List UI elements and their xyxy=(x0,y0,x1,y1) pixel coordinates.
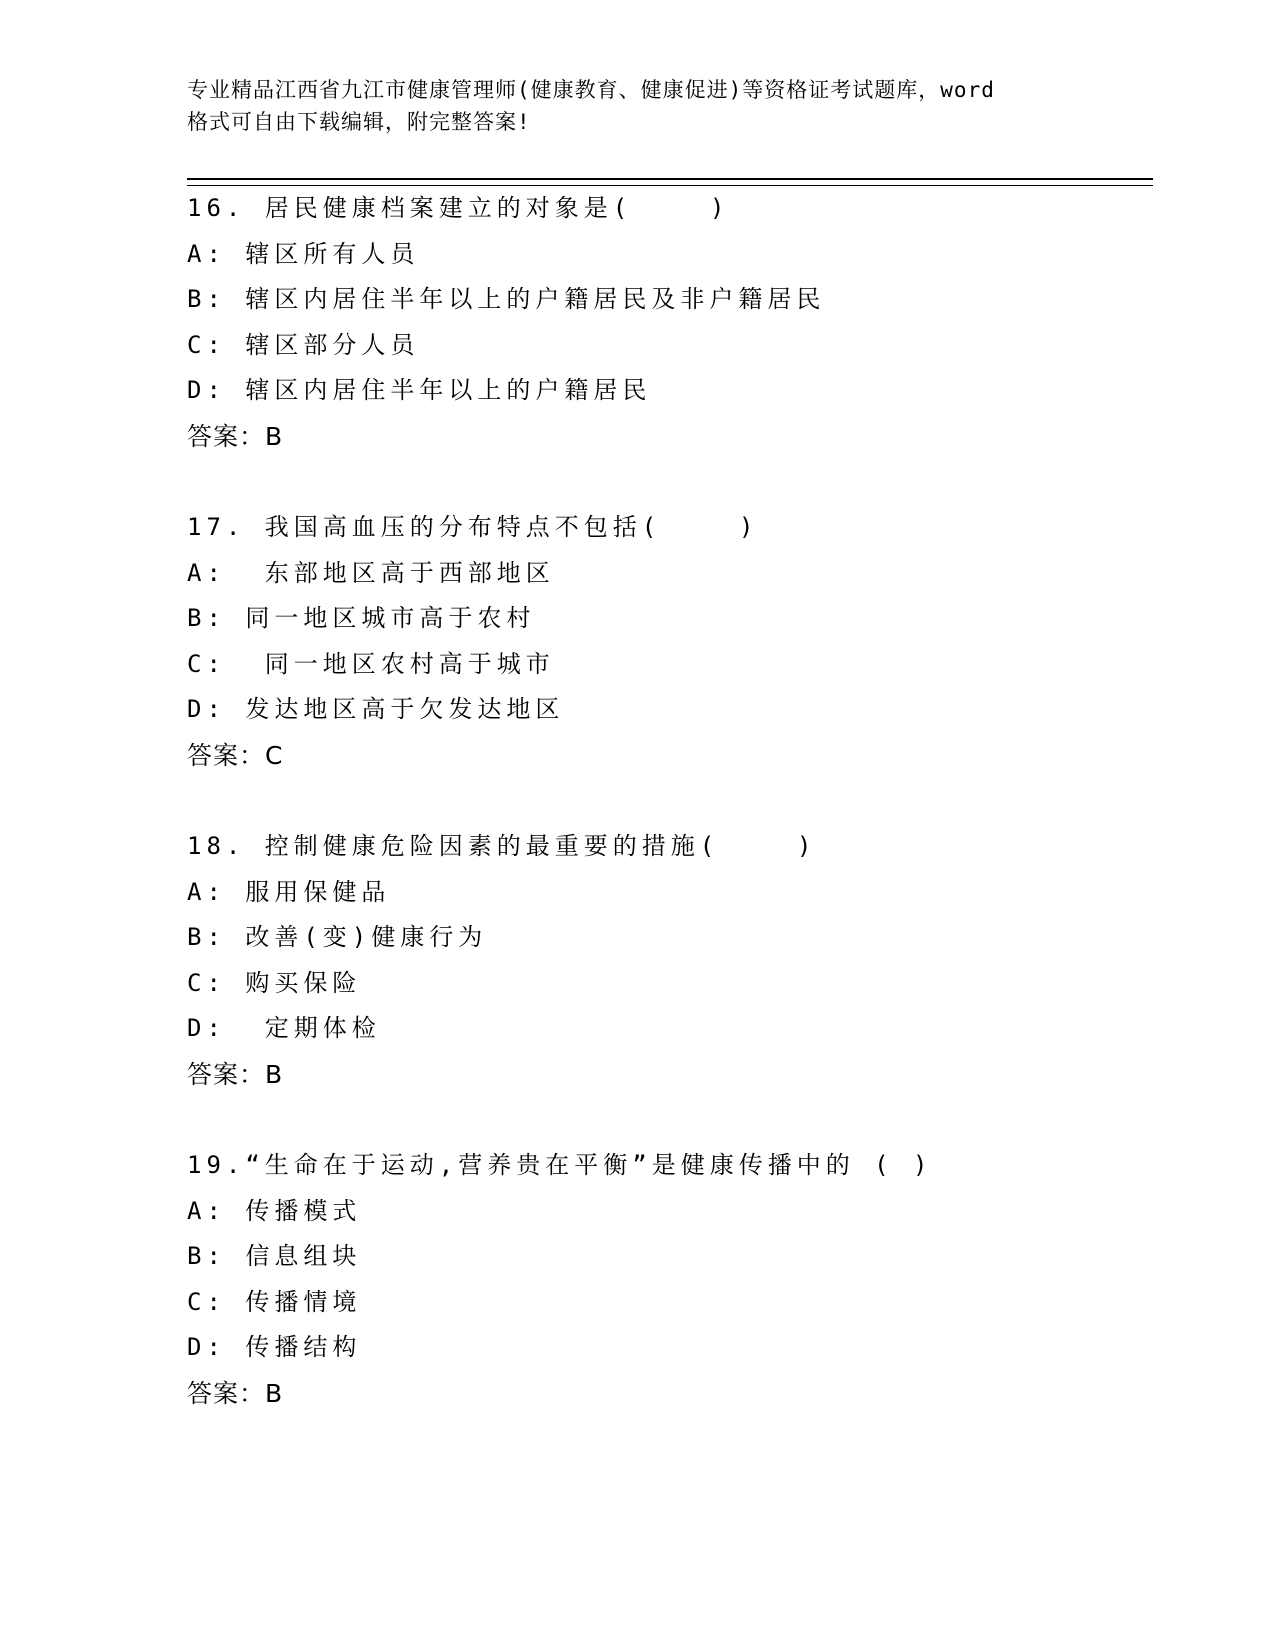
option-b: B: 辖区内居住半年以上的户籍居民及非户籍居民 xyxy=(187,285,826,314)
header-line-2: 格式可自由下载编辑，附完整答案! xyxy=(187,110,531,134)
option-b: B: 信息组块 xyxy=(187,1242,362,1271)
option-d: D: 传播结构 xyxy=(187,1333,362,1362)
question-stem: 16. 居民健康档案建立的对象是( ) xyxy=(187,194,730,222)
option-b: B: 改善(变)健康行为 xyxy=(187,923,488,952)
option-c: C: 同一地区农村高于城市 xyxy=(187,649,555,678)
option-c: C: 传播情境 xyxy=(187,1287,362,1316)
option-d: D: 发达地区高于欠发达地区 xyxy=(187,695,565,724)
option-c: C: 购买保险 xyxy=(187,968,362,997)
option-b: B: 同一地区城市高于农村 xyxy=(187,604,536,633)
document-header xyxy=(187,74,1087,138)
option-a: A: 东部地区高于西部地区 xyxy=(187,558,555,587)
option-a: A: 传播模式 xyxy=(187,1196,362,1225)
header-line-1: 专业精品江西省九江市健康管理师(健康教育、健康促进)等资格证考试题库，word xyxy=(187,78,995,102)
option-d: D: 定期体检 xyxy=(187,1014,381,1043)
question-17 xyxy=(187,505,1147,779)
answer: 答案：B xyxy=(187,1378,284,1408)
question-stem: 17. 我国高血压的分布特点不包括( ) xyxy=(187,513,759,541)
question-stem: 19.“生命在于运动,营养贵在平衡”是健康传播中的 ( ) xyxy=(187,1151,933,1179)
option-a: A: 服用保健品 xyxy=(187,877,391,906)
question-18 xyxy=(187,824,1147,1098)
option-a: A: 辖区所有人员 xyxy=(187,239,420,268)
question-16 xyxy=(187,186,1147,460)
header-divider xyxy=(187,178,1153,186)
answer: 答案：B xyxy=(187,1059,284,1089)
option-c: C: 辖区部分人员 xyxy=(187,330,420,359)
answer: 答案：C xyxy=(187,740,284,770)
question-stem: 18. 控制健康危险因素的最重要的措施( ) xyxy=(187,832,817,860)
question-19 xyxy=(187,1143,1147,1417)
option-d: D: 辖区内居住半年以上的户籍居民 xyxy=(187,376,652,405)
answer: 答案：B xyxy=(187,421,284,451)
